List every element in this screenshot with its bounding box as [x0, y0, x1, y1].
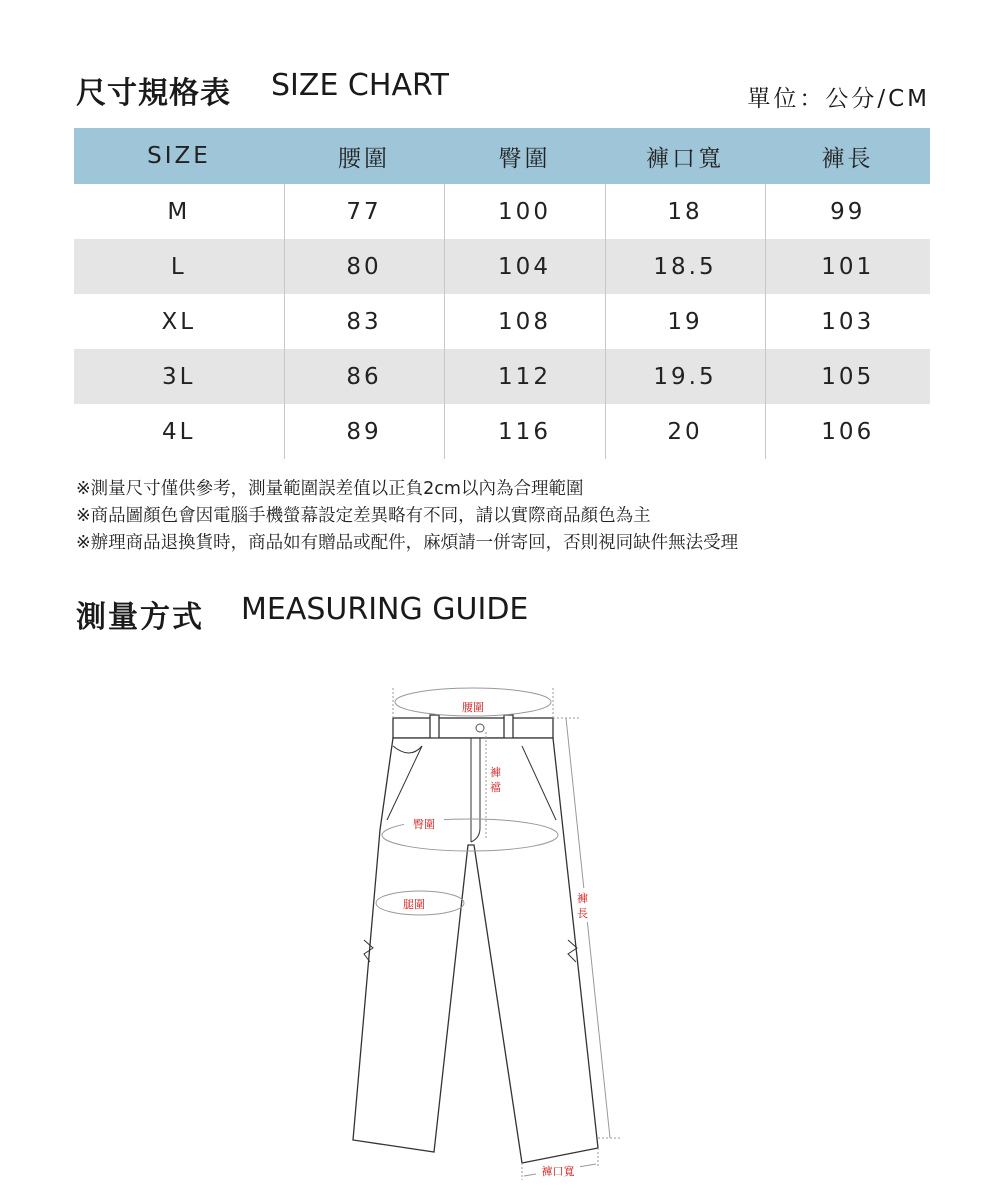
cell-hip: 116: [444, 404, 605, 459]
cell-size: XL: [161, 308, 197, 335]
table-header-row: [74, 128, 930, 184]
cell-waist: 89: [284, 404, 444, 459]
cell-waist: 83: [284, 294, 444, 349]
cell-hip: 108: [444, 294, 605, 349]
waistband: [393, 718, 553, 738]
table-row: [74, 294, 930, 349]
size-chart-title-en: SIZE CHART: [271, 68, 449, 103]
cell-hip: 112: [444, 349, 605, 404]
cell-size: 4L: [162, 418, 196, 445]
table-row: [74, 349, 930, 404]
cell-hem-width: 19.5: [605, 349, 765, 404]
size-chart-header: [76, 66, 930, 114]
cell-length: 103: [765, 294, 930, 349]
note-color-difference: ※商品圖顏色會因電腦手機螢幕設定差異略有不同，請以實際商品顏色為主: [76, 506, 651, 526]
column-header-hem-width: 褲口寬: [605, 128, 765, 184]
cell-waist: 77: [284, 184, 444, 239]
cell-hem-width: 20: [605, 404, 765, 459]
cell-hem-width: 18.5: [605, 239, 765, 294]
cell-size: M: [167, 198, 191, 225]
cell-length: 106: [765, 404, 930, 459]
waist-label: 腰圍: [462, 701, 484, 714]
table-row: [74, 404, 930, 459]
table-row: [74, 239, 930, 294]
cell-hip: 104: [444, 239, 605, 294]
cell-waist: 80: [284, 239, 444, 294]
cell-length: 105: [765, 349, 930, 404]
cell-hem-width: 19: [605, 294, 765, 349]
cell-hip: 100: [444, 184, 605, 239]
rise-label-1: 褲: [490, 766, 501, 779]
cell-size: L: [74, 239, 284, 294]
cell-waist: 86: [284, 349, 444, 404]
unit-label: 單位：公分/CM: [747, 86, 930, 112]
cell-size: 3L: [74, 349, 284, 404]
measuring-guide-title-cn: 測量方式: [76, 600, 204, 635]
measuring-guide-title-en: MEASURING GUIDE: [241, 592, 529, 627]
note-measurement-tolerance: ※測量尺寸僅供參考，測量範圍誤差值以正負2cm以內為合理範圍: [76, 479, 584, 499]
size-table: [74, 128, 930, 459]
pants-measuring-diagram: [340, 670, 640, 1190]
cell-hem-width: 18: [605, 184, 765, 239]
rise-label-2: 襠: [490, 781, 501, 794]
cell-length: 99: [765, 184, 930, 239]
column-header-length: 褲長: [765, 128, 930, 184]
length-label-1: 褲: [577, 892, 588, 905]
hip-label: 臀圍: [413, 818, 435, 831]
hem-width-label: 褲口寬: [541, 1165, 575, 1178]
button-icon: [476, 724, 484, 732]
notes: [76, 476, 738, 557]
column-header-hip: 臀圍: [444, 128, 605, 184]
table-row: [74, 184, 930, 239]
column-header-size: SIZE: [74, 128, 284, 184]
note-return-policy: ※辦理商品退換貨時，商品如有贈品或配件，麻煩請一併寄回，否則視同缺件無法受理: [76, 533, 739, 553]
column-header-waist: 腰圍: [284, 128, 444, 184]
length-label-2: 長: [577, 907, 588, 920]
thigh-label: 腿圍: [403, 898, 425, 911]
cell-length: 101: [765, 239, 930, 294]
size-chart-title-cn: 尺寸規格表: [76, 76, 231, 111]
pants-outline: [353, 738, 598, 1163]
